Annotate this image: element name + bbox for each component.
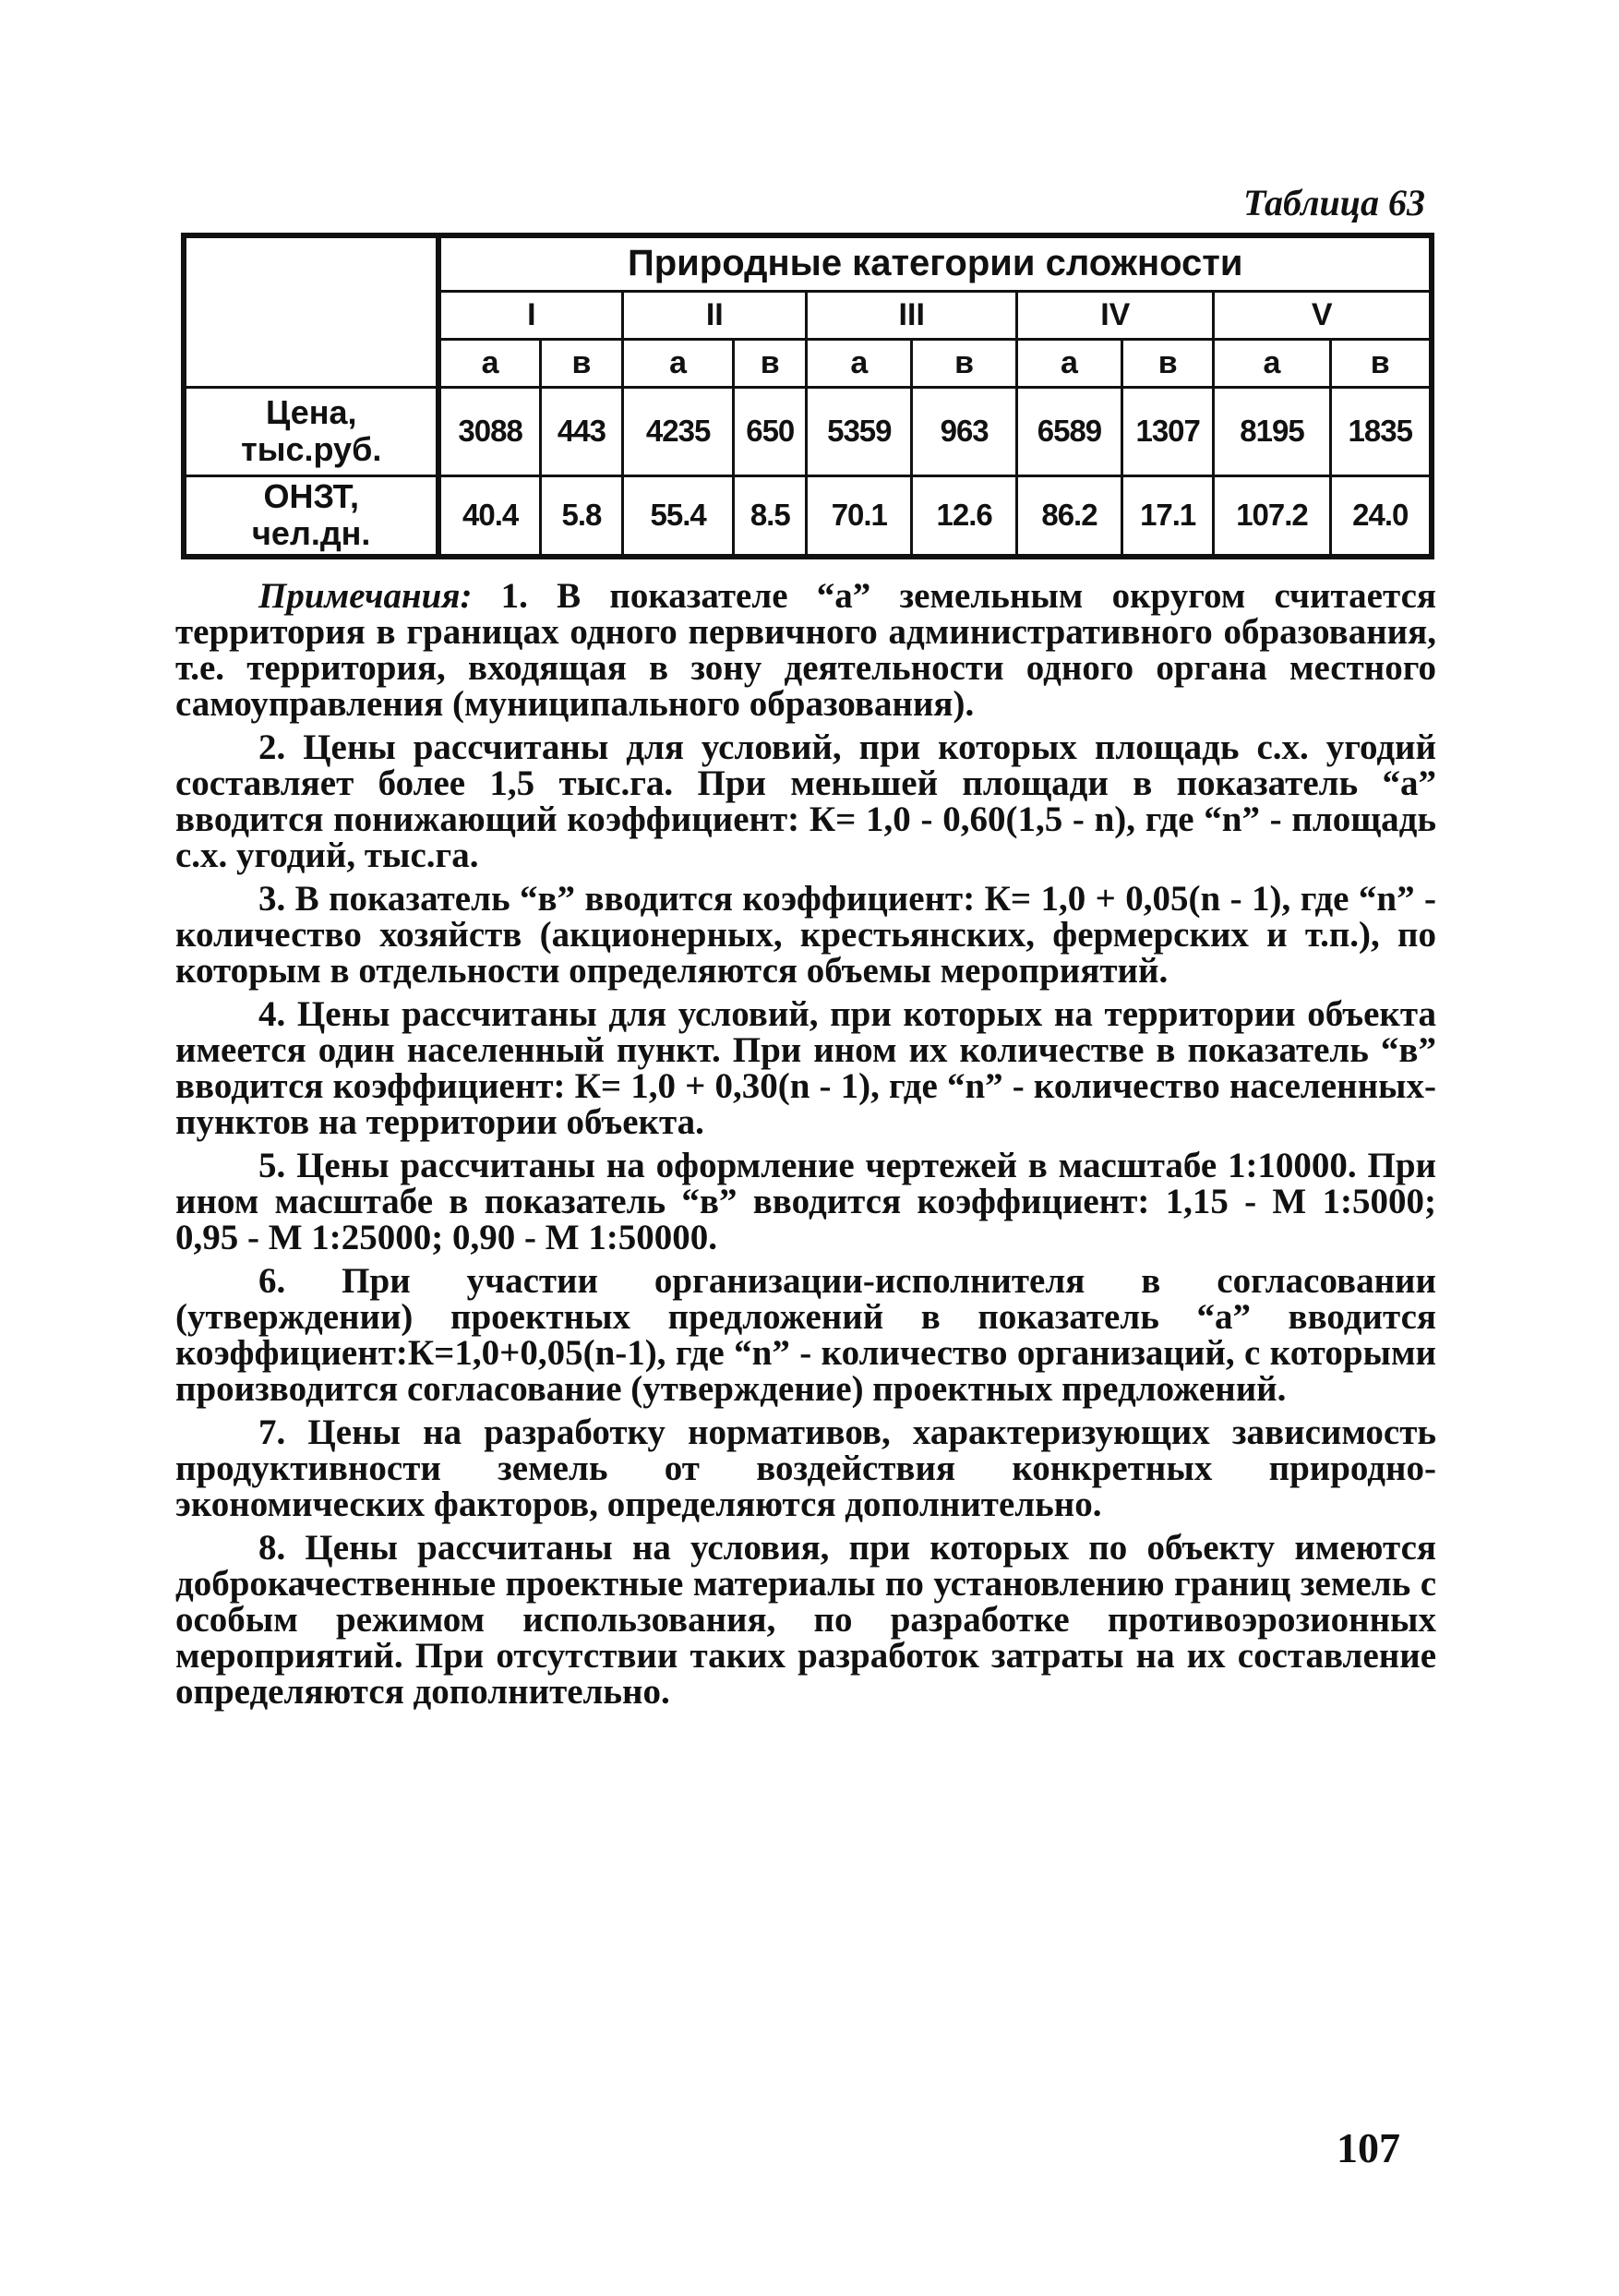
table-cell: 5.8 [540, 475, 622, 557]
table-cell: 8.5 [734, 475, 807, 557]
subheader: в [540, 339, 622, 387]
category-header: IV [1017, 291, 1214, 339]
subheader: в [1330, 339, 1432, 387]
notes-label: Примечания: [258, 576, 473, 616]
notes-section [175, 578, 1436, 1717]
row-label [184, 387, 438, 475]
row-label-line: тыс.руб. [241, 430, 382, 468]
table-cell: 55.4 [623, 475, 734, 557]
table-cell: 1835 [1330, 387, 1432, 475]
note-paragraph: 7. Цены на разработку нормативов, характеризующих зависимость продуктивности земель от воздействия конкретных природно-экономических факторов, определяются дополнительно. [175, 1412, 1436, 1524]
table-cell: 24.0 [1330, 475, 1432, 557]
row-label-line: ОНЗТ, [263, 477, 360, 516]
table-row [184, 475, 1432, 557]
subheader: в [734, 339, 807, 387]
category-header: I [438, 291, 622, 339]
table-cell: 17.1 [1121, 475, 1214, 557]
note-paragraph: 5. Цены рассчитаны на оформление чертежей в масштабе 1:10000. При ином масштабе в показатель “в” вводится коэффициент: 1,15 - М 1:5000; 0,95 - М 1:25000; 0,90 - М 1:50000. [175, 1146, 1436, 1257]
table-cell: 650 [734, 387, 807, 475]
table-cell: 5359 [807, 387, 912, 475]
table-row [184, 387, 1432, 475]
subheader: в [912, 339, 1017, 387]
table-cell: 6589 [1017, 387, 1122, 475]
subheader: а [1017, 339, 1122, 387]
category-header: V [1214, 291, 1432, 339]
note-paragraph: 3. В показатель “в” вводится коэффициент: К= 1,0 + 0,05(n - 1), где “n” - количество хозяйств (акционерных, крестьянских, фермерских и т.п.), по которым в отдельности определяются объемы мероприятий. [175, 879, 1436, 991]
category-header: III [807, 291, 1017, 339]
note-text: 1. В показателе “а” земельным округом считается территория в границах одного первичного административного образования, т.е. территория, входящая в зону деятельности одного органа местного самоуправления (муниципального образования). [175, 576, 1436, 724]
subheader: а [623, 339, 734, 387]
table-caption: Таблица 63 [1243, 182, 1425, 223]
subheader: в [1121, 339, 1214, 387]
row-label [184, 475, 438, 557]
table-cell: 70.1 [807, 475, 912, 557]
table-cell: 86.2 [1017, 475, 1122, 557]
row-label-line: Цена, [265, 393, 357, 431]
row-label-line: чел.дн. [252, 514, 371, 553]
note-paragraph: 4. Цены рассчитаны для условий, при которых на территории объекта имеется один населенный пункт. При ином их количестве в показатель “в” вводится коэффициент: К= 1,0 + 0,30(n - 1), где “n” - количество населенных-пунктов на территории объекта. [175, 994, 1436, 1142]
price-table [181, 233, 1434, 559]
table-cell: 107.2 [1214, 475, 1330, 557]
note-paragraph [175, 578, 1436, 722]
table-cell: 40.4 [438, 475, 540, 557]
table-cell: 1307 [1121, 387, 1214, 475]
table-cell: 963 [912, 387, 1017, 475]
corner-cell [184, 235, 438, 387]
table-cell: 3088 [438, 387, 540, 475]
category-header: II [623, 291, 807, 339]
page-number: 107 [1337, 2124, 1400, 2171]
note-paragraph: 6. При участии организации-исполнителя в согласовании (утверждении) проектных предложений в показатель “а” вводится коэффициент:К=1,0+0,05(n-1), где “n” - количество организаций, с которыми производится согласование (утверждение) проектных предложений. [175, 1261, 1436, 1409]
group-header: Природные категории сложности [438, 235, 1432, 291]
note-paragraph: 2. Цены рассчитаны для условий, при которых площадь с.х. угодий составляет более 1,5 тыс.га. При меньшей площади в показатель “а” вводится понижающий коэффициент: К= 1,0 - 0,60(1,5 - n), где “n” - площадь с.х. угодий, тыс.га. [175, 727, 1436, 875]
note-paragraph: 8. Цены рассчитаны на условия, при которых по объекту имеются доброкачественные проектные материалы по установлению границ земель с особым режимом использования, по разработке противоэрозионных мероприятий. При отсутствии таких разработок затраты на их составление определяются дополнительно. [175, 1528, 1436, 1712]
subheader: а [438, 339, 540, 387]
subheader: а [1214, 339, 1330, 387]
table-cell: 443 [540, 387, 622, 475]
table-cell: 8195 [1214, 387, 1330, 475]
table-cell: 12.6 [912, 475, 1017, 557]
table-cell: 4235 [623, 387, 734, 475]
subheader: а [807, 339, 912, 387]
